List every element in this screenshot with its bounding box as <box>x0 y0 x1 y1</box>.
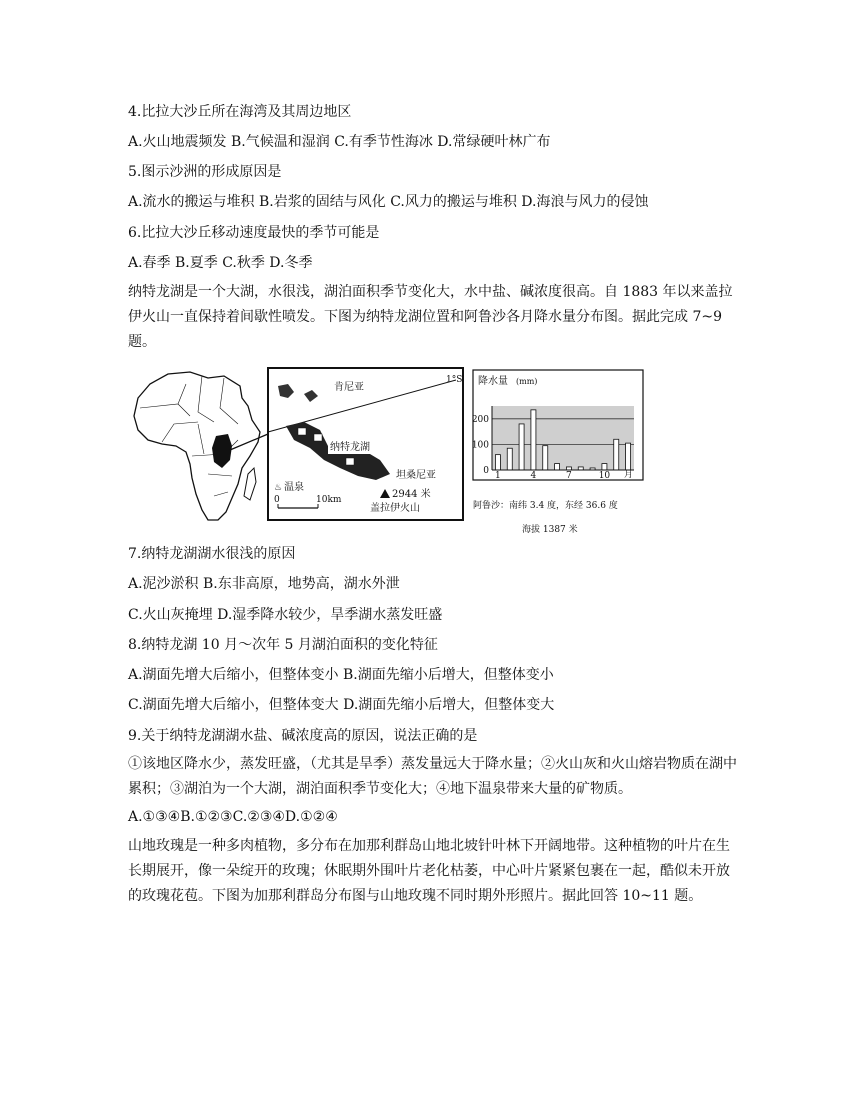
chart-title: 降水量 <box>478 376 508 387</box>
x-tick-label: 7 <box>566 471 572 481</box>
q8-options-1: A.湖面先增大后缩小，但整体变小 B.湖面先缩小后增大，但整体变小 <box>128 667 554 683</box>
tanzania-label: 坦桑尼亚 <box>396 470 436 481</box>
hot-spring-label: 温泉 <box>284 482 304 493</box>
elevation-label: 2944 米 <box>392 489 431 500</box>
bar-month-2 <box>507 448 512 470</box>
bar-month-5 <box>543 446 548 470</box>
figure-natron <box>128 364 648 540</box>
q7-options-1: A.泥沙淤积 B.东非高原，地势高，湖水外泄 <box>128 576 400 592</box>
q8-stem: 8.纳特龙湖 10 月～次年 5 月湖泊面积的变化特征 <box>128 637 438 653</box>
hot-spring-icon: ♨ <box>274 483 283 493</box>
y-tick-label: 0 <box>483 466 489 476</box>
x-tick-label: 10 <box>598 471 611 481</box>
precip-chart <box>472 370 643 481</box>
q6-options: A.春季 B.夏季 C.秋季 D.冬季 <box>128 255 313 271</box>
station-info: 阿鲁沙：南纬 3.4 度，东经 36.6 度 <box>473 501 618 511</box>
kenya-label: 肯尼亚 <box>334 382 364 393</box>
latitude-label: 1°S <box>446 375 463 385</box>
q7-stem: 7.纳特龙湖湖水很浅的原因 <box>128 546 296 562</box>
scale-end: 10km <box>316 495 342 505</box>
q5-stem: 5.图示沙洲的形成原因是 <box>128 164 282 180</box>
x-tick-label: 4 <box>530 471 537 481</box>
intro-rose: 山地玫瑰是一种多肉植物，多分布在加那利群岛山地北坡针叶林下开阔地带。这种植物的叶片在生长期展开，像一朵绽开的玫瑰；休眠期外围叶片老化枯萎，中心叶片紧紧包裹在一起，酷似未开放的玫瑰花苞。下图为加那利群岛分布图与山地玫瑰不同时期外形照片。据此回答 10~11 题。 <box>128 838 730 904</box>
q5-options: A.流水的搬运与堆积 B.岩浆的固结与风化 C.风力的搬运与堆积 D.海浪与风力的侵蚀 <box>128 194 649 210</box>
bar-month-3 <box>519 424 524 470</box>
q9-options: A.①③④B.①②③C.②③④D.①②④ <box>128 809 338 825</box>
lake-label: 纳特龙湖 <box>330 442 370 453</box>
chart-unit: (mm) <box>516 377 538 386</box>
bar-month-12 <box>626 443 631 470</box>
bar-month-6 <box>555 464 560 470</box>
q9-statements: ①该地区降水少，蒸发旺盛，（尤其是旱季）蒸发量远大于降水量；②火山灰和火山熔岩物质在湖中累积；③湖泊为一个大湖，湖泊面积季节变化大；④地下温泉带来大量的矿物质。 <box>128 756 737 797</box>
x-axis-label: 月 <box>624 470 634 480</box>
q7-options-2: C.火山灰掩埋 D.湿季降水较少，旱季湖水蒸发旺盛 <box>128 607 443 623</box>
volcano-label: 盖拉伊火山 <box>370 503 420 514</box>
inset-map <box>268 368 463 520</box>
x-tick-label: 1 <box>495 471 501 481</box>
bar-month-11 <box>614 439 619 470</box>
bar-month-1 <box>495 455 500 470</box>
q6-stem: 6.比拉大沙丘移动速度最快的季节可能是 <box>128 225 380 241</box>
madagascar-shape <box>244 468 256 500</box>
y-tick-label: 200 <box>471 414 489 425</box>
y-tick-label: 100 <box>471 440 489 451</box>
intro-natron: 纳特龙湖是一个大湖，水很浅，湖泊面积季节变化大，水中盐、碱浓度很高。自 1883 年以来盖拉伊火山一直保持着间歇性喷发。下图为纳特龙湖位置和阿鲁沙各月降水量分布图。据此完成 7~9 题。 <box>128 284 733 350</box>
q9-stem: 9.关于纳特龙湖湖水盐、碱浓度高的原因，说法正确的是 <box>128 728 478 744</box>
plot-area <box>492 406 634 470</box>
q4-stem: 4.比拉大沙丘所在海湾及其周边地区 <box>128 104 352 120</box>
scale-start: 0 <box>274 495 280 505</box>
q4-options: A.火山地震频发 B.气候温和湿润 C.有季节性海冰 D.常绿硬叶林广布 <box>128 134 551 150</box>
figure-svg <box>128 364 648 540</box>
bar-month-10 <box>602 464 607 470</box>
bar-month-4 <box>531 410 536 470</box>
station-elevation: 海拔 1387 米 <box>522 525 578 535</box>
q8-options-2: C.湖面先增大后缩小，但整体变大 D.湖面先缩小后增大，但整体变大 <box>128 697 555 713</box>
